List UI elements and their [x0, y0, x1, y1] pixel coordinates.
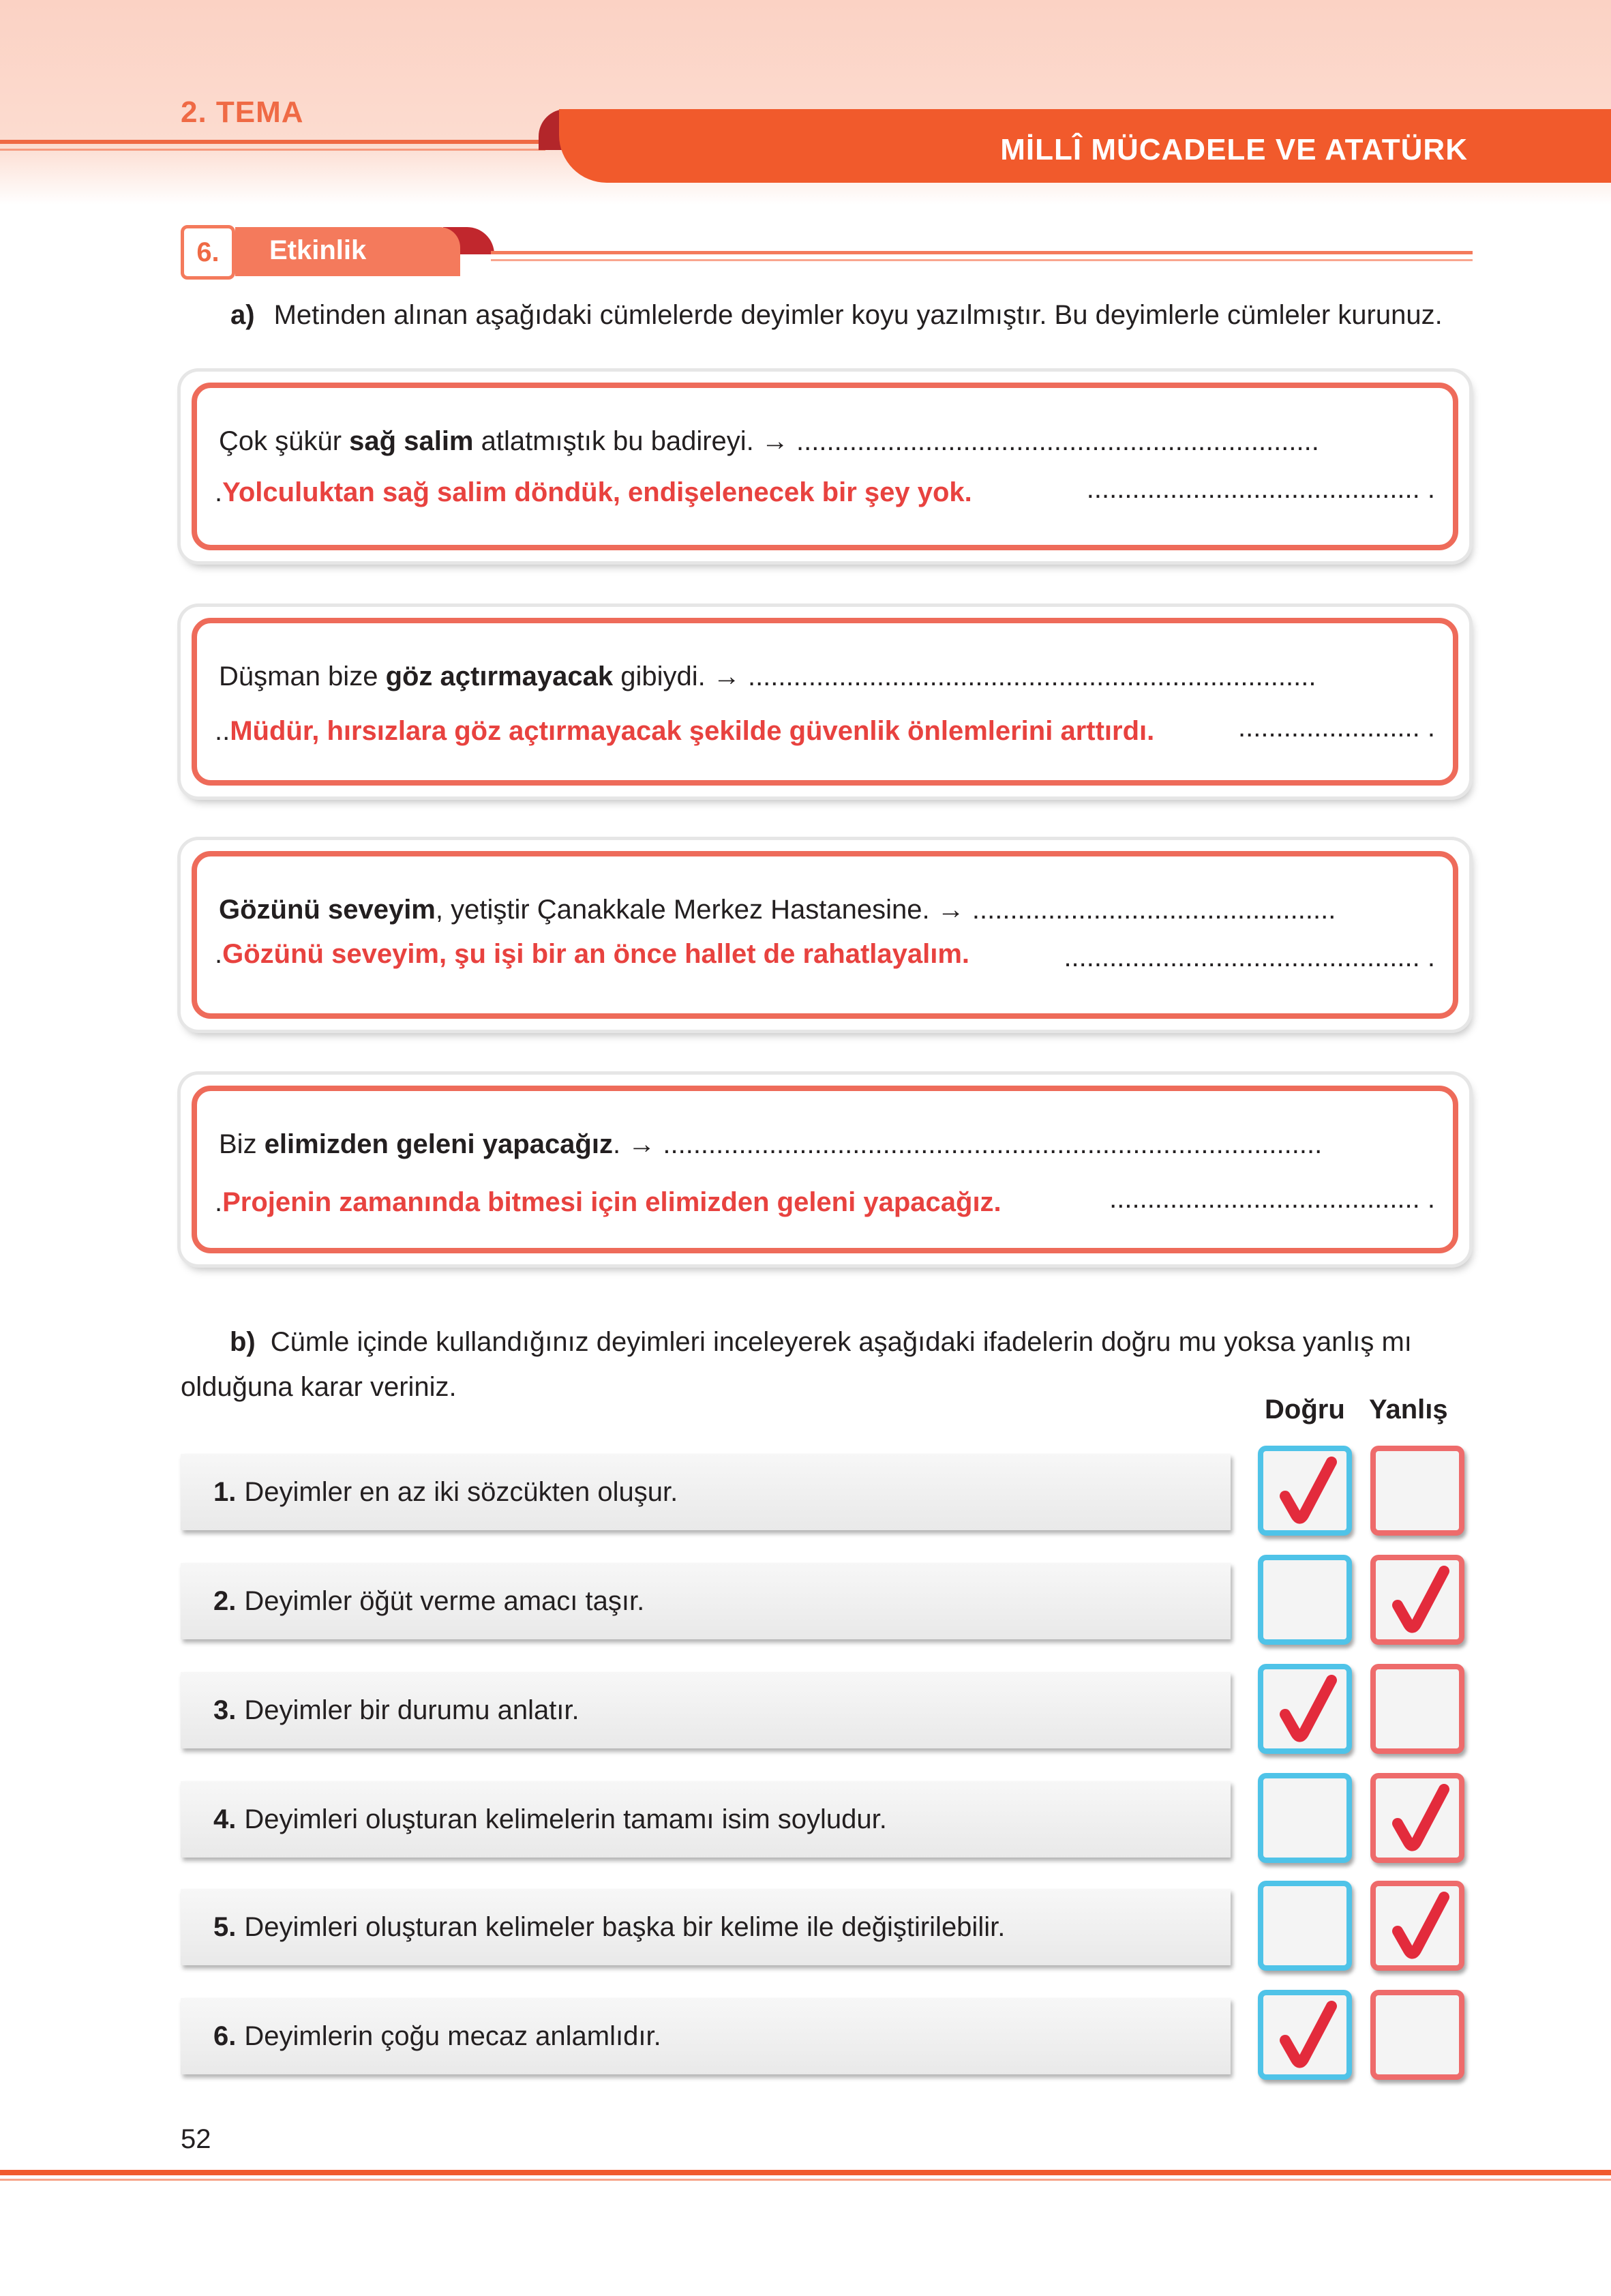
activity-rule — [491, 251, 1473, 254]
statement-text: 6. Deyimlerin çoğu mecaz anlamlıdır. — [213, 2021, 661, 2051]
false-checkbox[interactable] — [1370, 1990, 1464, 2080]
unit-title: MİLLÎ MÜCADELE VE ATATÜRK — [1000, 133, 1468, 166]
arrow-icon: → — [937, 895, 965, 925]
activity-rule-thin — [491, 259, 1473, 261]
activity-number: 6. — [181, 225, 235, 280]
answer-dots: ............................................ . — [1086, 474, 1435, 504]
footer-rule — [0, 2170, 1611, 2175]
theme-label: 2. TEMA — [181, 95, 304, 129]
answer-sentence: .Projenin zamanında bitmesi için elimizden geleni yapacağız. — [215, 1187, 1002, 1217]
statement-text: 3. Deyimler bir durumu anlatır. — [213, 1695, 579, 1725]
false-checkbox[interactable] — [1370, 1773, 1464, 1863]
true-checkbox[interactable] — [1258, 1990, 1352, 2080]
idiom: sağ salim — [349, 426, 474, 456]
page-number: 52 — [181, 2124, 211, 2154]
true-checkbox[interactable] — [1258, 1555, 1352, 1645]
statement-row — [181, 1998, 1231, 2074]
part-a-letter: a) — [230, 300, 255, 330]
true-checkbox[interactable] — [1258, 1773, 1352, 1863]
true-checkbox[interactable] — [1258, 1446, 1352, 1536]
column-true-header: Doğru — [1265, 1395, 1345, 1425]
idiom-sentence: Gözünü seveyim, yetiştir Çanakkale Merkez Hastanesine. → ................................................ — [219, 895, 1336, 925]
answer-dots: ............................................... . — [1064, 942, 1435, 972]
answer-dots: ........................ . — [1238, 713, 1435, 743]
answer-sentence: .Gözünü seveyim, şu işi bir an önce hallet de rahatlayalım. — [215, 939, 970, 969]
idiom-box-border — [192, 383, 1458, 550]
part-b-letter: b) — [230, 1327, 256, 1357]
false-checkbox[interactable] — [1370, 1446, 1464, 1536]
part-a-instruction — [230, 300, 1443, 331]
true-checkbox[interactable] — [1258, 1881, 1352, 1971]
arrow-icon: → — [761, 426, 789, 456]
idiom-box-1 — [181, 372, 1469, 561]
true-checkbox[interactable] — [1258, 1664, 1352, 1754]
idiom-box-4 — [181, 1075, 1469, 1264]
statement-text: 4. Deyimleri oluşturan kelimelerin tamamı isim soyludur. — [213, 1804, 887, 1834]
statement-row — [181, 1889, 1231, 1965]
statement-text: 1. Deyimler en az iki sözcükten oluşur. — [213, 1477, 678, 1507]
idiom-box-border — [192, 851, 1458, 1019]
statement-row — [181, 1672, 1231, 1748]
answer-dots: ......................................... . — [1109, 1184, 1435, 1214]
idiom-box-border — [192, 618, 1458, 786]
answer-sentence: .Yolculuktan sağ salim döndük, endişelenecek bir şey yok. — [215, 477, 972, 507]
arrow-icon: → — [628, 1129, 656, 1159]
theme-underline — [0, 140, 545, 144]
statement-row — [181, 1454, 1231, 1530]
idiom-box-border — [192, 1086, 1458, 1253]
idiom-sentence: Düşman bize göz açtırmayacak gibiydi. → ........................................................................... — [219, 661, 1316, 691]
idiom: Gözünü seveyim — [219, 895, 436, 925]
false-checkbox[interactable] — [1370, 1555, 1464, 1645]
statement-text: 5. Deyimleri oluşturan kelimeler başka bir kelime ile değiştirilebilir. — [213, 1912, 1006, 1942]
activity-label: Etkinlik — [269, 235, 367, 265]
false-checkbox[interactable] — [1370, 1664, 1464, 1754]
theme-underline-thin — [0, 149, 545, 151]
answer-sentence: ..Müdür, hırsızlara göz açtırmayacak şekilde güvenlik önlemlerini arttırdı. — [215, 716, 1155, 746]
idiom-box-2 — [181, 607, 1469, 796]
part-a-text: Metinden alınan aşağıdaki cümlelerde deyimler koyu yazılmıştır. Bu deyimlerle cümleler kurunuz. — [273, 300, 1443, 330]
idiom-box-3 — [181, 840, 1469, 1030]
arrow-icon: → — [712, 661, 740, 691]
statement-row — [181, 1781, 1231, 1858]
statement-row — [181, 1563, 1231, 1639]
idiom-sentence: Çok şükür sağ salim atlatmıştık bu badireyi. → ..................................................................... — [219, 426, 1319, 456]
false-checkbox[interactable] — [1370, 1881, 1464, 1971]
idiom-sentence: Biz elimizden geleni yapacağız. → ....................................................................................... — [219, 1129, 1323, 1159]
idiom: elimizden geleni yapacağız — [264, 1129, 613, 1159]
part-b-text: Cümle içinde kullandığınız deyimleri inceleyerek aşağıdaki ifadelerin doğru mu yoksa yanlış mı olduğuna karar veriniz. — [181, 1327, 1412, 1402]
statement-text: 2. Deyimler öğüt verme amacı taşır. — [213, 1586, 645, 1616]
idiom: göz açtırmayacak — [385, 661, 614, 691]
column-false-header: Yanlış — [1369, 1395, 1448, 1425]
footer-rule-thin — [0, 2179, 1611, 2181]
